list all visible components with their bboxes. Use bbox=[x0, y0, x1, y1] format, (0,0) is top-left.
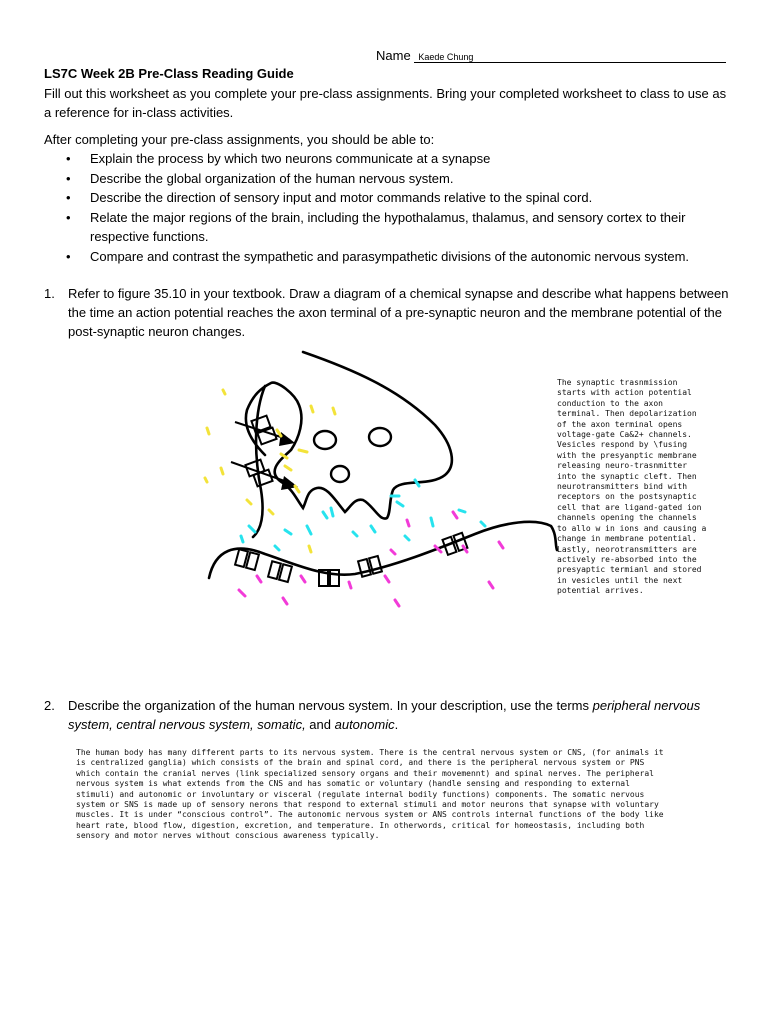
question-2 bbox=[44, 696, 734, 734]
ligand-gated-receptors bbox=[235, 533, 467, 586]
question-2-text-and: and bbox=[305, 717, 335, 732]
question-1 bbox=[44, 284, 734, 341]
objective-item: • Describe the direction of sensory input and motor commands relative to the spinal cord. bbox=[44, 188, 724, 208]
vesicle bbox=[314, 431, 336, 449]
question-2-term-1: peripheral nervous system, central nervous system, somatic, bbox=[68, 698, 701, 732]
question-2-term-2: autonomic bbox=[334, 717, 395, 732]
objective-item: • Explain the process by which two neurons communicate at a synapse bbox=[44, 149, 724, 169]
question-2-number: 2. bbox=[44, 698, 55, 713]
objectives-list bbox=[44, 149, 724, 266]
objective-item: • Compare and contrast the sympathetic and parasympathetic divisions of the autonomic nervous system. bbox=[44, 247, 724, 267]
question-1-number: 1. bbox=[44, 286, 55, 301]
synapse-diagram bbox=[195, 350, 580, 620]
question-1-text: Refer to figure 35.10 in your textbook. Draw a diagram of a chemical synapse and describe what happens between the time an action potential reaches the axon terminal of a pre-synaptic neuron and the membrane potential of the post-synaptic neuron changes. bbox=[68, 286, 729, 339]
postsynaptic-membrane bbox=[209, 522, 557, 578]
page-title: LS7C Week 2B Pre-Class Reading Guide bbox=[44, 66, 294, 81]
name-label: Name bbox=[376, 48, 411, 63]
question-2-text bbox=[68, 696, 734, 734]
name-field[interactable]: Kaede Chung bbox=[414, 52, 726, 63]
question-2-text-start: Describe the organization of the human nervous system. In your description, use the terms bbox=[68, 698, 593, 713]
vesicle bbox=[369, 428, 391, 446]
question-2-text-end: . bbox=[394, 717, 399, 732]
question-1-answer[interactable]: The synaptic trasnmission starts with action potential conduction to the axon terminal. Then depolarization of the axon terminal opens voltage-gate Ca&2+ channels. Vesicles respond by \fusing with the presyanptic membrane releasing neuro-trasnmitter into the synaptic cleft. Then neurotransmitters bind with receptors on the postsynaptic cell that are ligand-gated ion channels opening the channels to allo w in ions and causing a change in membrane potential. Lastly, neorotransmitters are actively re-absorbed into the presyaptic termianl and stored in vesicles until the next potential arrives. bbox=[557, 378, 707, 596]
objective-item: • Describe the global organization of the human nervous system. bbox=[44, 169, 724, 189]
neurotransmitters-cyan bbox=[241, 480, 485, 550]
question-2-answer[interactable]: The human body has many different parts to its nervous system. There is the central nervous system or CNS, (for animals it is centralized ganglia) which consists of the brain and spinal cord, and there is the peripheral nervous system or PNS which contain the cranial nerves (link specialized sensory organs and their movemennt) and spinal nerves. The peripheral nervous system is what extends from the CNS and has somatic or voluntary (handle sensing and responding to external stimuli) and autonomic or involuntary or visceral (regulate internal bodily functions) components. The somatic nervous system or SNS is made up of sensory nerons that respond to external stimuli and motor neurons that synapse with voluntary muscles. It is under “conscious control”. The autonomic nervous system or ANS controls internal functions of the body like heart rate, blood flow, digestion, excretion, and temperature. In otherwords, critical for homeostasis, including both sensory and motor nerves without conscious awareness typically. bbox=[76, 748, 664, 841]
vesicle bbox=[331, 466, 349, 482]
name-row bbox=[376, 48, 726, 63]
objective-item: • Relate the major regions of the brain, including the hypothalamus, thalamus, and sensory cortex to their respective functions. bbox=[44, 208, 724, 247]
intro-text: Fill out this worksheet as you complete your pre-class assignments. Bring your completed worksheet to class to use as a reference for in-class activities. bbox=[44, 86, 727, 120]
objectives-intro: After completing your pre-class assignments, you should be able to: bbox=[44, 132, 435, 147]
